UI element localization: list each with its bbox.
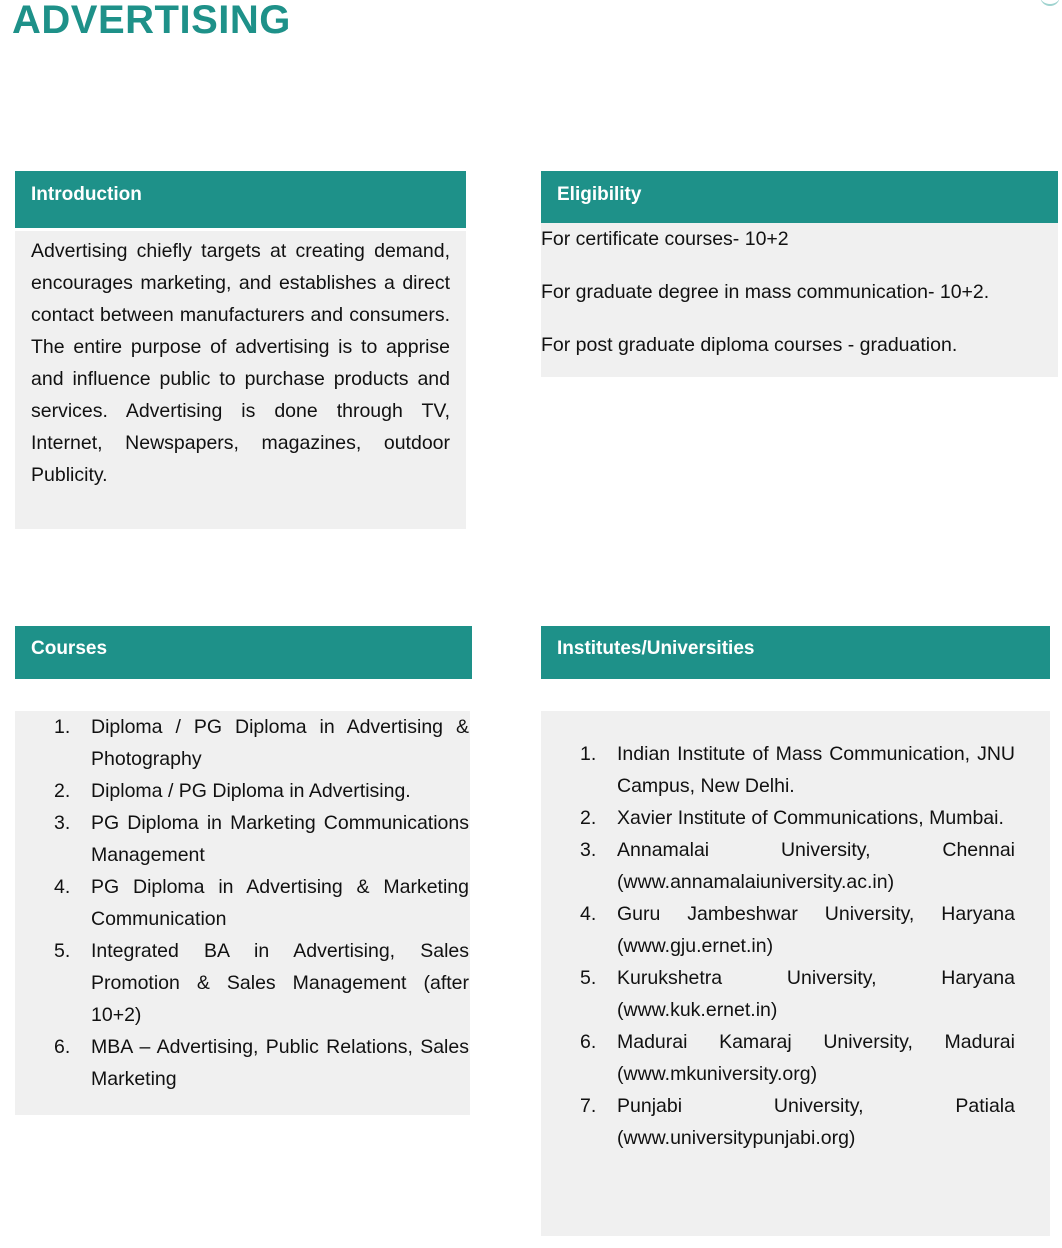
course-text: Diploma / PG Diploma in Advertising & Photography: [91, 716, 469, 770]
list-number: 4.: [580, 903, 597, 925]
eligibility-line: For graduate degree in mass communication- 10+2.: [541, 281, 990, 303]
institute-text: Guru Jambeshwar University, Haryana (www.gju.ernet.in): [617, 903, 1015, 957]
institute-text: Kurukshetra University, Haryana (www.kuk.ernet.in): [617, 967, 1015, 1021]
eligibility-line: For post graduate diploma courses - graduation.: [541, 334, 958, 356]
course-text: PG Diploma in Advertising & Marketing Communication: [91, 876, 469, 930]
courses-heading: Courses: [31, 638, 108, 659]
list-number: 4.: [54, 876, 71, 898]
institutes-panel: [541, 711, 1050, 1236]
institute-text: Annamalai University, Chennai (www.annamalaiuniversity.ac.in): [617, 839, 1015, 893]
courses-header: [15, 626, 472, 679]
course-item: [54, 775, 469, 807]
eligibility-panel: [541, 223, 1058, 377]
list-number: 6.: [54, 1036, 71, 1058]
courses-list: [54, 711, 469, 1095]
institutes-heading: Institutes/Universities: [557, 638, 755, 659]
eligibility-header: [541, 171, 1058, 223]
list-number: 5.: [54, 940, 71, 962]
courses-panel: [15, 711, 470, 1115]
course-text: PG Diploma in Marketing Communications Management: [91, 812, 469, 866]
list-number: 1.: [54, 716, 71, 738]
institute-text: Punjabi University, Patiala (www.universitypunjabi.org): [617, 1095, 1015, 1149]
course-item: [54, 1031, 469, 1095]
institute-item: [580, 738, 1015, 802]
list-number: 3.: [580, 839, 597, 861]
institute-item: [580, 1026, 1015, 1090]
course-item: [54, 935, 469, 1031]
institute-item: [580, 834, 1015, 898]
list-number: 2.: [54, 780, 71, 802]
course-item: [54, 807, 469, 871]
introduction-heading: Introduction: [31, 184, 142, 205]
institutes-header: [541, 626, 1050, 679]
list-number: 2.: [580, 807, 597, 829]
institutes-list: [580, 738, 1015, 1154]
institute-item: [580, 1090, 1015, 1154]
eligibility-heading: Eligibility: [557, 184, 642, 205]
list-number: 6.: [580, 1031, 597, 1053]
institute-item: [580, 898, 1015, 962]
list-number: 1.: [580, 743, 597, 765]
list-number: 7.: [580, 1095, 597, 1117]
institute-item: [580, 802, 1015, 834]
list-number: 3.: [54, 812, 71, 834]
institute-text: Madurai Kamaraj University, Madurai (www.mkuniversity.org): [617, 1031, 1015, 1085]
introduction-header: [15, 171, 466, 228]
course-text: Diploma / PG Diploma in Advertising.: [91, 780, 411, 802]
eligibility-line: For certificate courses- 10+2: [541, 228, 789, 250]
course-text: Integrated BA in Advertising, Sales Promotion & Sales Management (after 10+2): [91, 940, 469, 1026]
page-title: ADVERTISING: [12, 0, 291, 42]
institute-text: Indian Institute of Mass Communication, JNU Campus, New Delhi.: [617, 743, 1015, 797]
institute-item: [580, 962, 1015, 1026]
course-item: [54, 711, 469, 775]
list-number: 5.: [580, 967, 597, 989]
course-text: MBA – Advertising, Public Relations, Sales Marketing: [91, 1036, 469, 1090]
corner-decoration: [1040, 0, 1060, 6]
introduction-panel: [15, 231, 466, 529]
institute-text: Xavier Institute of Communications, Mumbai.: [617, 807, 1004, 829]
course-item: [54, 871, 469, 935]
introduction-text: Advertising chiefly targets at creating demand, encourages marketing, and establishes a direct contact between manufacturers and consumers. The entire purpose of advertising is to apprise and influence public to purchase products and services. Advertising is done through TV, Internet, Newspapers, magazines, outdoor Publicity.: [31, 240, 450, 486]
